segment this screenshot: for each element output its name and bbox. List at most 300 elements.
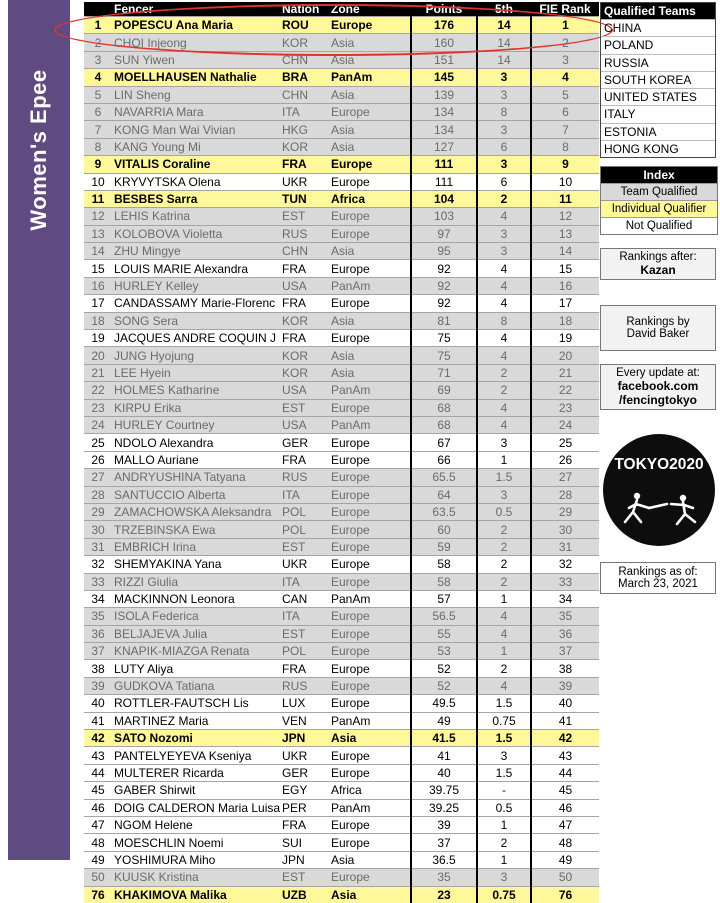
table-row — [84, 312, 599, 329]
rank-cell: 39 — [84, 677, 112, 694]
rank-cell: 10 — [84, 173, 112, 190]
header-fie-rank: FIE Rank — [531, 2, 599, 17]
fifth-cell: 2 — [477, 573, 531, 590]
nation-cell: FRA — [280, 660, 329, 677]
rankings-as-of-date: March 23, 2021 — [618, 578, 698, 590]
fencer-cell: POPESCU Ana Maria — [112, 17, 280, 34]
fencer-cell: CHOI Injeong — [112, 34, 280, 51]
fie-rank-cell: 22 — [531, 382, 599, 399]
zone-cell: Europe — [329, 225, 411, 242]
table-row — [84, 573, 599, 590]
fifth-cell: 1 — [477, 451, 531, 468]
table-row — [84, 730, 599, 747]
table-row — [84, 538, 599, 555]
sidebar — [0, 0, 70, 860]
tokyo2020-logo — [603, 434, 715, 546]
rank-cell: 12 — [84, 208, 112, 225]
zone-cell: PanAm — [329, 69, 411, 86]
fifth-cell: 1.5 — [477, 730, 531, 747]
nation-cell: UKR — [280, 173, 329, 190]
points-cell: 37 — [411, 834, 477, 851]
header-fencer: Fencer — [112, 2, 280, 17]
fie-rank-cell: 24 — [531, 416, 599, 433]
fie-rank-cell: 49 — [531, 851, 599, 868]
fifth-cell: 1.5 — [477, 469, 531, 486]
rank-cell: 22 — [84, 382, 112, 399]
fencer-cell: HOLMES Katharine — [112, 382, 280, 399]
zone-cell: Asia — [329, 730, 411, 747]
zone-cell: Europe — [329, 208, 411, 225]
nation-cell: USA — [280, 382, 329, 399]
nation-cell: UKR — [280, 747, 329, 764]
fencer-cell: KUUSK Kristina — [112, 869, 280, 886]
fifth-cell: 2 — [477, 364, 531, 381]
points-cell: 53 — [411, 643, 477, 660]
table-row — [84, 764, 599, 781]
zone-cell: Europe — [329, 17, 411, 34]
points-cell: 64 — [411, 486, 477, 503]
fencer-cell: KOLOBOVA Violetta — [112, 225, 280, 242]
legend-team: Team Qualified — [601, 183, 717, 200]
zone-cell: Europe — [329, 660, 411, 677]
fencer-cell: SANTUCCIO Alberta — [112, 486, 280, 503]
fie-rank-cell: 45 — [531, 782, 599, 799]
fie-rank-cell: 25 — [531, 434, 599, 451]
zone-cell: PanAm — [329, 590, 411, 607]
qualified-team-item: UNITED STATES — [601, 88, 715, 105]
points-cell: 95 — [411, 243, 477, 260]
fifth-cell: 2 — [477, 190, 531, 207]
fencer-cell: KANG Young Mi — [112, 138, 280, 155]
points-cell: 160 — [411, 34, 477, 51]
points-cell: 41.5 — [411, 730, 477, 747]
fie-rank-cell: 33 — [531, 573, 599, 590]
qualified-teams-box — [600, 2, 716, 158]
header-points: Points — [411, 2, 477, 17]
fifth-cell: 4 — [477, 260, 531, 277]
fencer-cell: MOESCHLIN Noemi — [112, 834, 280, 851]
table-row — [84, 625, 599, 642]
fifth-cell: 3 — [477, 243, 531, 260]
fifth-cell: 8 — [477, 103, 531, 120]
nation-cell: VEN — [280, 712, 329, 729]
fencer-cell: SHEMYAKINA Yana — [112, 556, 280, 573]
rank-cell: 1 — [84, 17, 112, 34]
table-row — [84, 34, 599, 51]
zone-cell: Asia — [329, 34, 411, 51]
points-cell: 92 — [411, 277, 477, 294]
rank-cell: 8 — [84, 138, 112, 155]
points-cell: 57 — [411, 590, 477, 607]
rank-cell: 40 — [84, 695, 112, 712]
header-nation: Nation — [280, 2, 329, 17]
logo-text: TOKYO2020 — [614, 456, 704, 473]
zone-cell: PanAm — [329, 416, 411, 433]
fie-rank-cell: 39 — [531, 677, 599, 694]
fencer-cell: JUNG Hyojung — [112, 347, 280, 364]
rank-cell: 17 — [84, 295, 112, 312]
fencer-cell: SONG Sera — [112, 312, 280, 329]
fifth-cell: 14 — [477, 17, 531, 34]
nation-cell: GER — [280, 434, 329, 451]
nation-cell: ITA — [280, 486, 329, 503]
fifth-cell: 8 — [477, 312, 531, 329]
qualified-teams-list — [601, 19, 715, 157]
rank-cell: 36 — [84, 625, 112, 642]
fifth-cell: 3 — [477, 747, 531, 764]
points-cell: 111 — [411, 173, 477, 190]
rank-cell: 5 — [84, 86, 112, 103]
rank-cell: 35 — [84, 608, 112, 625]
rank-cell: 21 — [84, 364, 112, 381]
table-row — [84, 330, 599, 347]
fie-rank-cell: 43 — [531, 747, 599, 764]
points-cell: 49.5 — [411, 695, 477, 712]
points-cell: 145 — [411, 69, 477, 86]
rankings-after-label: Rankings after: — [619, 251, 697, 263]
table-row — [84, 69, 599, 86]
zone-cell: Asia — [329, 243, 411, 260]
points-cell: 75 — [411, 347, 477, 364]
fencer-cell: ROTTLER-FAUTSCH Lis — [112, 695, 280, 712]
rank-cell: 42 — [84, 730, 112, 747]
nation-cell: POL — [280, 521, 329, 538]
fifth-cell: 1 — [477, 851, 531, 868]
fie-rank-cell: 46 — [531, 799, 599, 816]
zone-cell: Europe — [329, 834, 411, 851]
zone-cell: Europe — [329, 469, 411, 486]
points-cell: 134 — [411, 103, 477, 120]
fencer-cell: VITALIS Coraline — [112, 156, 280, 173]
rankings-after-box — [600, 248, 716, 280]
fencer-cell: HURLEY Courtney — [112, 416, 280, 433]
nation-cell: EST — [280, 399, 329, 416]
nation-cell: GER — [280, 764, 329, 781]
rank-cell: 24 — [84, 416, 112, 433]
fencer-cell: YOSHIMURA Miho — [112, 851, 280, 868]
rank-cell: 19 — [84, 330, 112, 347]
fencer-cell: SUN Yiwen — [112, 51, 280, 68]
fifth-cell: 0.75 — [477, 886, 531, 903]
fencer-cell: KONG Man Wai Vivian — [112, 121, 280, 138]
fencer-cell: CANDASSAMY Marie-Florenc — [112, 295, 280, 312]
fie-rank-cell: 23 — [531, 399, 599, 416]
fie-rank-cell: 9 — [531, 156, 599, 173]
fie-rank-cell: 26 — [531, 451, 599, 468]
rank-cell: 34 — [84, 590, 112, 607]
updates-box — [600, 364, 716, 410]
nation-cell: SUI — [280, 834, 329, 851]
sidebar-title: Women's Epee — [26, 69, 51, 231]
fencer-cell: LIN Sheng — [112, 86, 280, 103]
table-row — [84, 451, 599, 468]
rankings-table-container — [84, 2, 599, 903]
rank-cell: 6 — [84, 103, 112, 120]
zone-cell: Asia — [329, 51, 411, 68]
table-row — [84, 121, 599, 138]
fifth-cell: 4 — [477, 347, 531, 364]
rankings-as-of-label: Rankings as of: — [618, 566, 698, 578]
points-cell: 56.5 — [411, 608, 477, 625]
nation-cell: UKR — [280, 556, 329, 573]
qualified-team-item: ESTONIA — [601, 123, 715, 140]
fie-rank-cell: 32 — [531, 556, 599, 573]
nation-cell: CHN — [280, 51, 329, 68]
fifth-cell: 2 — [477, 521, 531, 538]
rank-cell: 41 — [84, 712, 112, 729]
rank-cell: 76 — [84, 886, 112, 903]
fie-rank-cell: 14 — [531, 243, 599, 260]
fifth-cell: 3 — [477, 434, 531, 451]
table-row — [84, 486, 599, 503]
fifth-cell: 1.5 — [477, 695, 531, 712]
rankings-as-of-box — [600, 562, 716, 594]
table-row — [84, 712, 599, 729]
points-cell: 39 — [411, 816, 477, 833]
fifth-cell: 2 — [477, 556, 531, 573]
points-cell: 75 — [411, 330, 477, 347]
points-cell: 35 — [411, 869, 477, 886]
fie-rank-cell: 16 — [531, 277, 599, 294]
points-cell: 176 — [411, 17, 477, 34]
zone-cell: Europe — [329, 451, 411, 468]
rank-cell: 29 — [84, 503, 112, 520]
table-row — [84, 590, 599, 607]
fifth-cell: 3 — [477, 225, 531, 242]
header-fifth: 5th — [477, 2, 531, 17]
fifth-cell: 4 — [477, 625, 531, 642]
points-cell: 103 — [411, 208, 477, 225]
zone-cell: Europe — [329, 764, 411, 781]
nation-cell: KOR — [280, 34, 329, 51]
points-cell: 104 — [411, 190, 477, 207]
table-row — [84, 660, 599, 677]
nation-cell: USA — [280, 277, 329, 294]
table-row — [84, 208, 599, 225]
fencer-cell: MARTINEZ Maria — [112, 712, 280, 729]
zone-cell: Asia — [329, 364, 411, 381]
rankings-by-box — [600, 305, 716, 351]
rank-cell: 32 — [84, 556, 112, 573]
rankings-table — [84, 2, 599, 903]
fencer-cell: BESBES Sarra — [112, 190, 280, 207]
zone-cell: Europe — [329, 869, 411, 886]
zone-cell: Africa — [329, 782, 411, 799]
fie-rank-cell: 29 — [531, 503, 599, 520]
rank-cell: 44 — [84, 764, 112, 781]
nation-cell: RUS — [280, 225, 329, 242]
zone-cell: PanAm — [329, 712, 411, 729]
nation-cell: EGY — [280, 782, 329, 799]
fencer-cell: KNAPIK-MIAZGA Renata — [112, 643, 280, 660]
zone-cell: Asia — [329, 851, 411, 868]
table-row — [84, 782, 599, 799]
fencer-cell: MOELLHAUSEN Nathalie — [112, 69, 280, 86]
nation-cell: POL — [280, 503, 329, 520]
rank-cell: 9 — [84, 156, 112, 173]
zone-cell: Asia — [329, 86, 411, 103]
fencer-cell: NDOLO Alexandra — [112, 434, 280, 451]
fifth-cell: 4 — [477, 677, 531, 694]
points-cell: 36.5 — [411, 851, 477, 868]
points-cell: 97 — [411, 225, 477, 242]
right-column — [600, 2, 720, 158]
fifth-cell: 3 — [477, 869, 531, 886]
fencer-cell: DOIG CALDERON Maria Luisa — [114, 800, 280, 815]
fifth-cell: 2 — [477, 834, 531, 851]
table-row — [84, 416, 599, 433]
table-row — [84, 869, 599, 886]
updates-line1: Every update at: — [616, 367, 700, 379]
fifth-cell: 4 — [477, 399, 531, 416]
rank-cell: 33 — [84, 573, 112, 590]
header-zone: Zone — [329, 2, 411, 17]
nation-cell: EST — [280, 538, 329, 555]
fencer-cell: GABER Shirwit — [112, 782, 280, 799]
index-legend — [600, 166, 718, 235]
points-cell: 66 — [411, 451, 477, 468]
fencer-cell: HURLEY Kelley — [112, 277, 280, 294]
fencer-cell: KIRPU Erika — [112, 399, 280, 416]
fencer-cell: MALLO Auriane — [112, 451, 280, 468]
rank-cell: 26 — [84, 451, 112, 468]
updates-line2: facebook.com — [617, 379, 699, 393]
fencer-cell: ZAMACHOWSKA Aleksandra — [112, 503, 280, 520]
fencer-cell: LEHIS Katrina — [112, 208, 280, 225]
points-cell: 68 — [411, 399, 477, 416]
rank-cell: 30 — [84, 521, 112, 538]
fencer-cell: TRZEBINSKA Ewa — [112, 521, 280, 538]
points-cell: 81 — [411, 312, 477, 329]
zone-cell: Asia — [329, 121, 411, 138]
nation-cell: POL — [280, 643, 329, 660]
fie-rank-cell: 42 — [531, 730, 599, 747]
fifth-cell: 4 — [477, 416, 531, 433]
fencer-cell: LEE Hyein — [112, 364, 280, 381]
fifth-cell: 2 — [477, 382, 531, 399]
fencer-cell: KHAKIMOVA Malika — [112, 886, 280, 903]
table-row — [84, 503, 599, 520]
fifth-cell: 14 — [477, 51, 531, 68]
table-row — [84, 834, 599, 851]
points-cell: 63.5 — [411, 503, 477, 520]
rank-cell: 14 — [84, 243, 112, 260]
fie-rank-cell: 47 — [531, 816, 599, 833]
zone-cell: Europe — [329, 330, 411, 347]
zone-cell: Europe — [329, 521, 411, 538]
zone-cell: Europe — [329, 295, 411, 312]
nation-cell: HKG — [280, 121, 329, 138]
points-cell: 71 — [411, 364, 477, 381]
table-row — [84, 695, 599, 712]
zone-cell: Europe — [329, 677, 411, 694]
points-cell: 39.25 — [411, 799, 477, 816]
nation-cell: PER — [280, 799, 329, 816]
table-row — [84, 521, 599, 538]
rank-cell: 49 — [84, 851, 112, 868]
fie-rank-cell: 20 — [531, 347, 599, 364]
zone-cell: Asia — [329, 138, 411, 155]
points-cell: 58 — [411, 573, 477, 590]
fie-rank-cell: 12 — [531, 208, 599, 225]
rank-cell: 50 — [84, 869, 112, 886]
nation-cell: KOR — [280, 138, 329, 155]
points-cell: 52 — [411, 677, 477, 694]
fencer-cell: EMBRICH Irina — [112, 538, 280, 555]
rank-cell: 28 — [84, 486, 112, 503]
fifth-cell: 2 — [477, 538, 531, 555]
points-cell: 111 — [411, 156, 477, 173]
nation-cell: KOR — [280, 364, 329, 381]
fie-rank-cell: 7 — [531, 121, 599, 138]
points-cell: 127 — [411, 138, 477, 155]
nation-cell: CHN — [280, 86, 329, 103]
nation-cell: JPN — [280, 851, 329, 868]
fifth-cell: 1 — [477, 590, 531, 607]
rank-cell: 11 — [84, 190, 112, 207]
rank-cell: 7 — [84, 121, 112, 138]
zone-cell: PanAm — [329, 382, 411, 399]
rank-cell: 47 — [84, 816, 112, 833]
nation-cell: CHN — [280, 243, 329, 260]
fencer-cell: NAVARRIA Mara — [112, 103, 280, 120]
rank-cell: 18 — [84, 312, 112, 329]
nation-cell: EST — [280, 208, 329, 225]
points-cell: 58 — [411, 556, 477, 573]
rank-cell: 37 — [84, 643, 112, 660]
fie-rank-cell: 31 — [531, 538, 599, 555]
table-row — [84, 364, 599, 381]
table-row — [84, 347, 599, 364]
fencer-cell: SATO Nozomi — [112, 730, 280, 747]
points-cell: 55 — [411, 625, 477, 642]
nation-cell: RUS — [280, 469, 329, 486]
fie-rank-cell: 35 — [531, 608, 599, 625]
zone-cell: Asia — [329, 312, 411, 329]
nation-cell: USA — [280, 416, 329, 433]
points-cell: 65.5 — [411, 469, 477, 486]
fie-rank-cell: 38 — [531, 660, 599, 677]
table-row — [84, 608, 599, 625]
fie-rank-cell: 8 — [531, 138, 599, 155]
fifth-cell: 2 — [477, 660, 531, 677]
points-cell: 41 — [411, 747, 477, 764]
fifth-cell: 3 — [477, 156, 531, 173]
zone-cell: Asia — [329, 347, 411, 364]
points-cell: 134 — [411, 121, 477, 138]
table-row — [84, 260, 599, 277]
zone-cell: Europe — [329, 816, 411, 833]
updates-line3: /fencingtokyo — [618, 393, 697, 407]
points-cell: 151 — [411, 51, 477, 68]
legend-none: Not Qualified — [601, 217, 717, 234]
zone-cell: Africa — [329, 190, 411, 207]
fencer-cell: BELJAJEVA Julia — [112, 625, 280, 642]
fifth-cell: 0.75 — [477, 712, 531, 729]
fie-rank-cell: 10 — [531, 173, 599, 190]
fencer-cell: KRYVYTSKA Olena — [112, 173, 280, 190]
fie-rank-cell: 11 — [531, 190, 599, 207]
points-cell: 68 — [411, 416, 477, 433]
table-row — [84, 51, 599, 68]
points-cell: 69 — [411, 382, 477, 399]
rank-cell: 31 — [84, 538, 112, 555]
fie-rank-cell: 6 — [531, 103, 599, 120]
fencer-cell: LOUIS MARIE Alexandra — [112, 260, 280, 277]
table-row — [84, 295, 599, 312]
qualified-team-item: POLAND — [601, 36, 715, 53]
fie-rank-cell: 19 — [531, 330, 599, 347]
